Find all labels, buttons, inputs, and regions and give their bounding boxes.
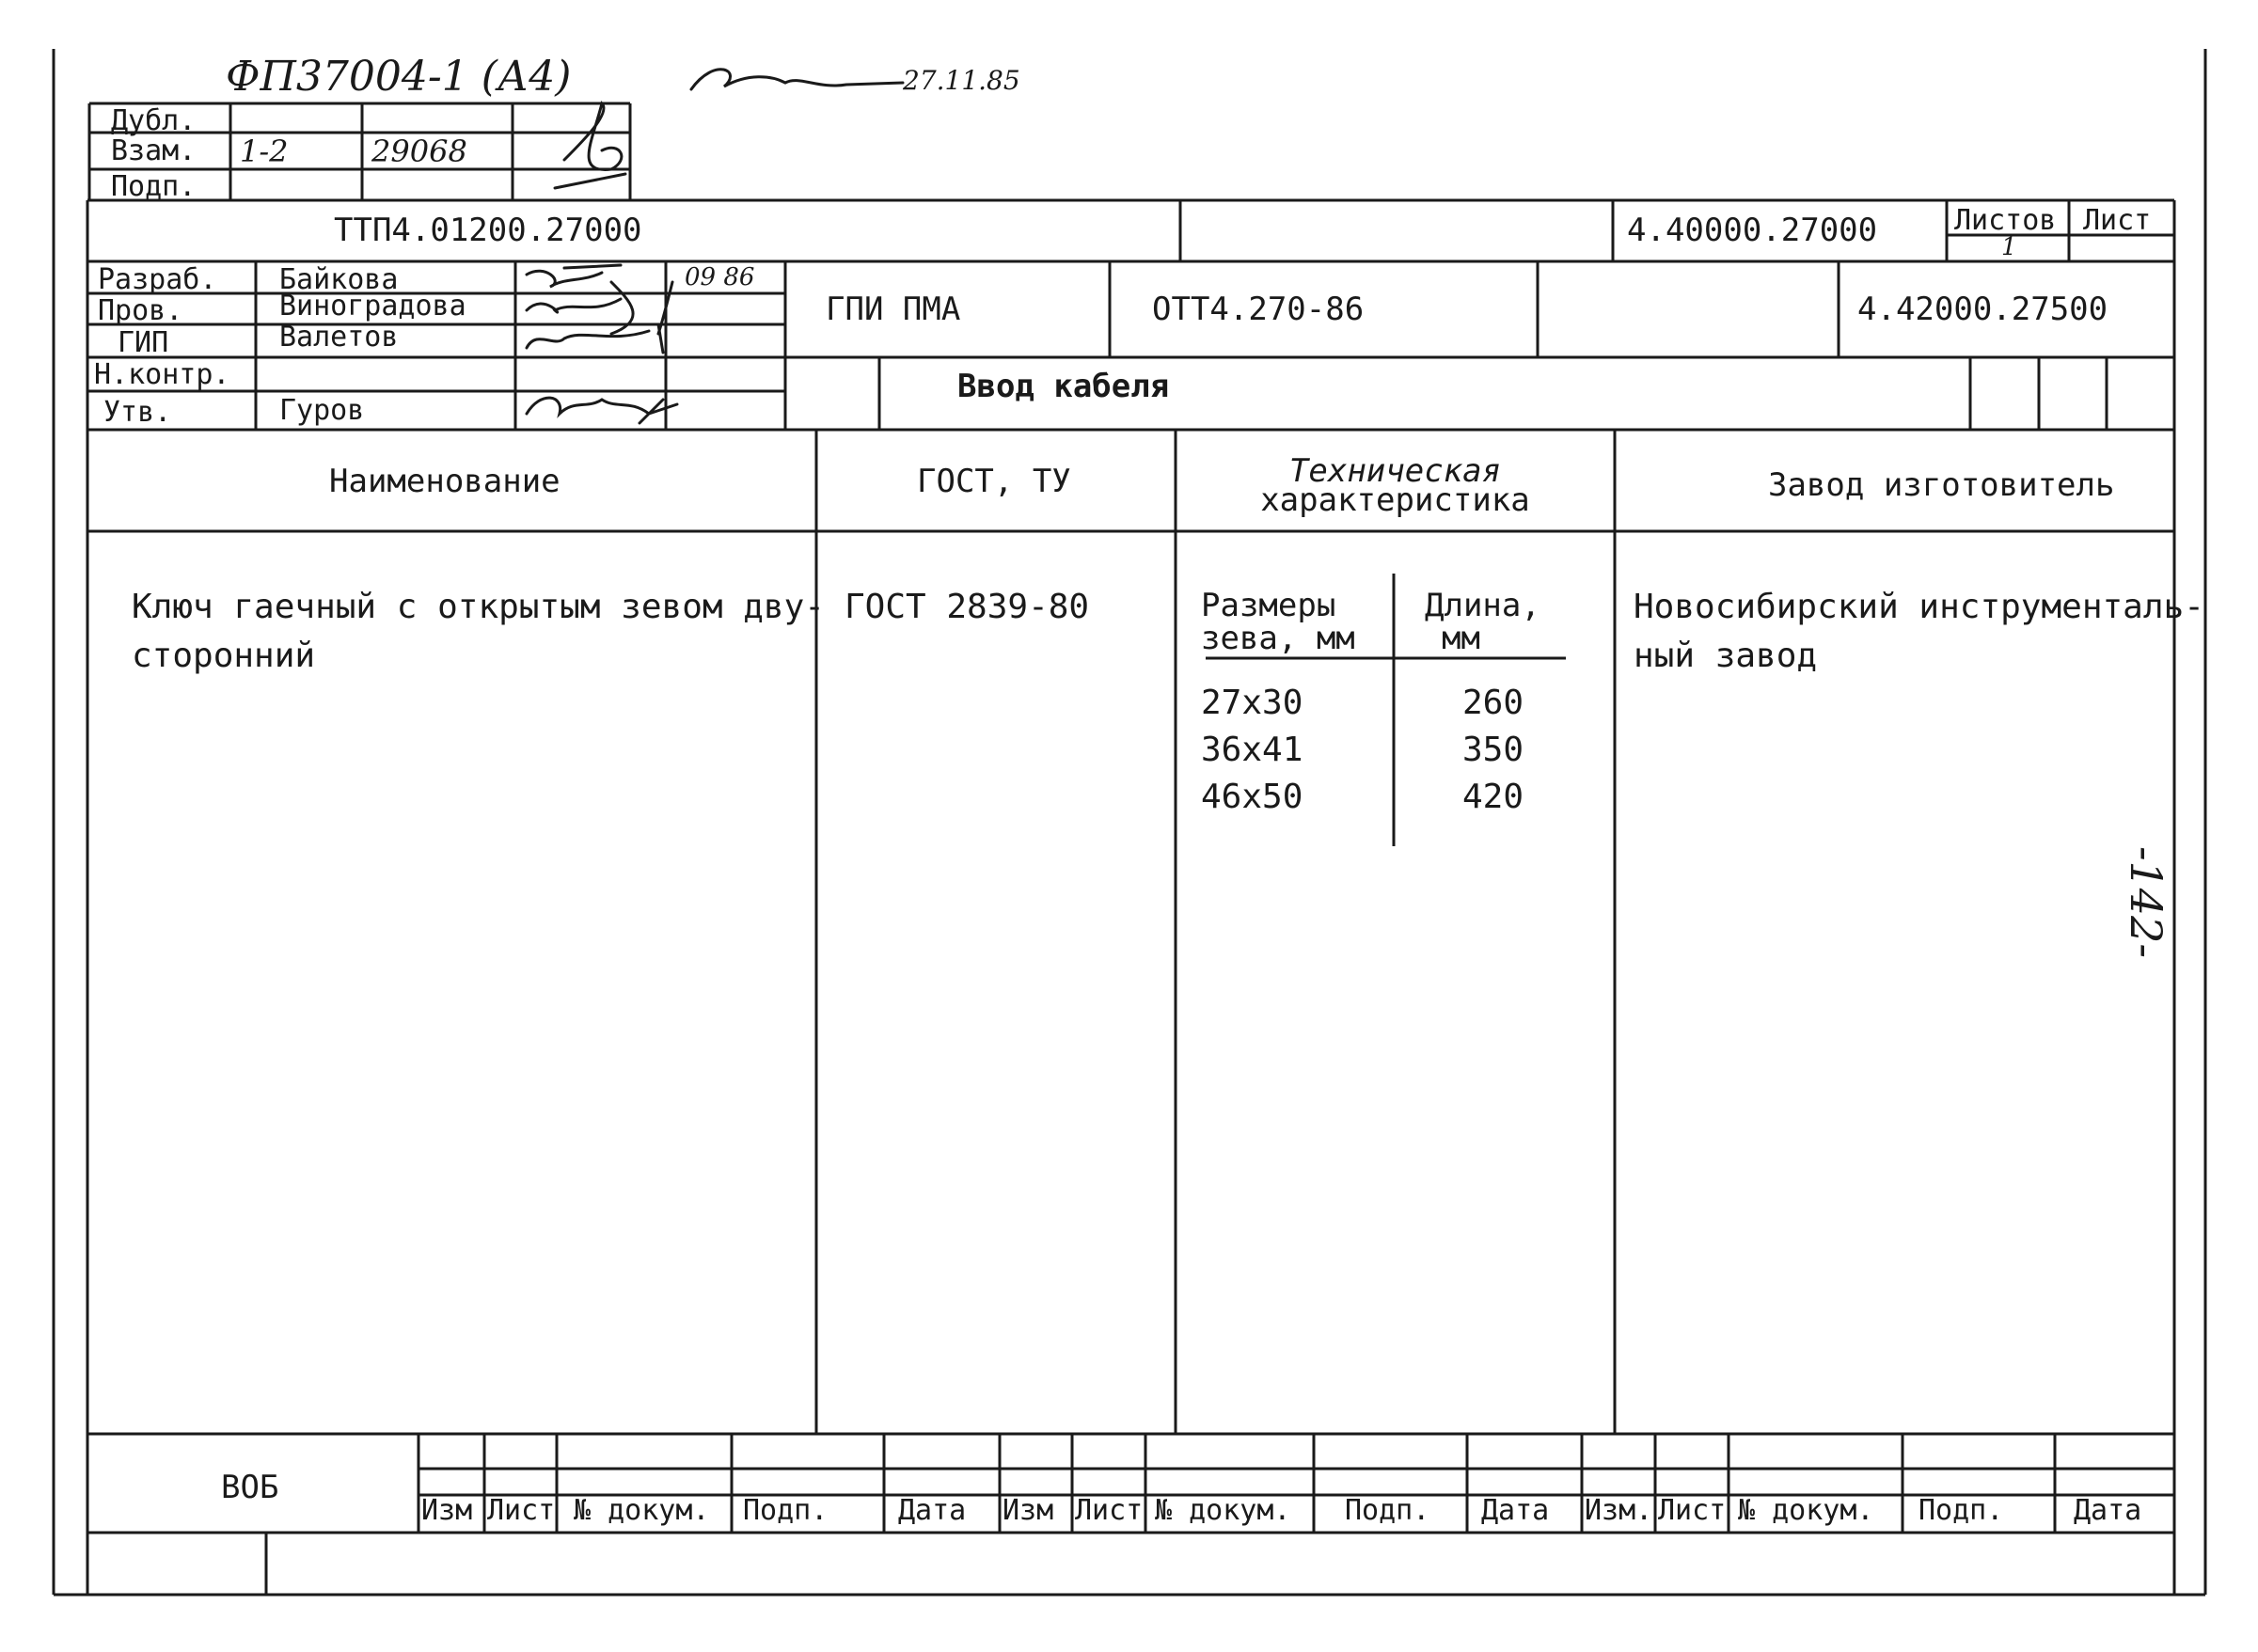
role-razrab: Разраб.: [98, 263, 217, 296]
footer-label: Изм: [421, 1494, 473, 1527]
stamp-vzam-label: Взам.: [111, 134, 197, 167]
listov-label: Листов: [1954, 204, 2057, 237]
org-name: ГПИ ПМА: [826, 291, 961, 328]
role-utv: Утв.: [103, 396, 172, 429]
footer-label: Лист: [1075, 1494, 1144, 1527]
tech-col2-head-2: мм: [1442, 620, 1480, 657]
col-header-tech-2: характеристика: [1260, 481, 1530, 519]
razrab-signature: [527, 265, 621, 287]
gip-signature: [527, 324, 663, 353]
col-header-maker: Завод изготовитель: [1768, 466, 2115, 504]
row-maker-line2: ный завод: [1634, 637, 1818, 675]
tech-col2-head-1: Длина,: [1425, 587, 1540, 624]
vzam-signature: [555, 103, 625, 188]
ott-code: ОТТ4.270-86: [1152, 291, 1365, 328]
header-signature: [691, 70, 903, 89]
row-name-line1: Ключ гаечный с открытым зевом дву-: [132, 588, 825, 626]
row-name-line2: сторонний: [132, 637, 316, 675]
footer-label: № докум.: [574, 1494, 710, 1527]
role-gip: ГИП: [118, 326, 169, 359]
tech-size-3: 46х50: [1201, 778, 1303, 816]
tech-col1-head-2: зева, мм: [1201, 620, 1355, 657]
listov-value: 1: [2001, 233, 2017, 261]
footer-label: Изм.: [1585, 1494, 1653, 1527]
header-date: 27.11.85: [903, 65, 1020, 96]
col-header-name: Наименование: [329, 463, 561, 500]
footer-label: Лист: [1658, 1494, 1727, 1527]
name-utv: Гуров: [279, 394, 365, 427]
tech-length-1: 260: [1462, 684, 1524, 722]
footer-label: Подп.: [1919, 1494, 2004, 1527]
col-header-gost: ГОСТ, ТУ: [917, 463, 1071, 500]
footer-label: № докум.: [1738, 1494, 1874, 1527]
date-razrab: 09 86: [685, 263, 755, 291]
utv-signature: [527, 398, 677, 423]
list-label: Лист: [2083, 204, 2152, 237]
footer-vob: ВОБ: [221, 1469, 279, 1506]
stamp-vzam-number: 29068: [371, 134, 467, 169]
footer-label: Дата: [1481, 1494, 1550, 1527]
code-right2: 4.42000.27500: [1857, 291, 2108, 328]
tech-length-2: 350: [1462, 731, 1524, 769]
stamp-podp-label: Подп.: [111, 170, 197, 203]
subject: Ввод кабеля: [957, 368, 1170, 405]
footer-label: Подп.: [1345, 1494, 1430, 1527]
footer-label: Дата: [2074, 1494, 2142, 1527]
footer-label: Изм: [1003, 1494, 1054, 1527]
tech-length-3: 420: [1462, 778, 1524, 816]
role-prov: Пров.: [98, 294, 183, 327]
row-maker-line1: Новосибирский инструменталь-: [1634, 588, 2204, 626]
doc-code: ТТП4.01200.27000: [334, 212, 642, 249]
footer-label: Подп.: [743, 1494, 829, 1527]
name-gip: Валетов: [279, 321, 399, 354]
role-nkontr: Н.контр.: [94, 358, 230, 391]
stamp-vzam-value: 1-2: [240, 134, 289, 169]
name-razrab: Байкова: [279, 263, 399, 296]
tech-size-1: 27х30: [1201, 684, 1303, 722]
tech-size-2: 36х41: [1201, 731, 1303, 769]
col-header-tech-1: Техническая: [1288, 452, 1502, 490]
code-right: 4.40000.27000: [1627, 212, 1878, 249]
footer-label: Дата: [898, 1494, 967, 1527]
tech-col1-head-1: Размеры: [1201, 587, 1336, 624]
footer-label: Лист: [487, 1494, 556, 1527]
prov-signature: [527, 282, 633, 334]
form-code: ФП37004-1 (А4): [226, 53, 572, 101]
page-number: -142-: [2121, 846, 2171, 958]
stamp-dubl-label: Дубл.: [111, 104, 197, 137]
footer-label: № докум.: [1155, 1494, 1291, 1527]
name-prov: Виноградова: [279, 290, 466, 323]
row-gost: ГОСТ 2839-80: [845, 588, 1090, 626]
